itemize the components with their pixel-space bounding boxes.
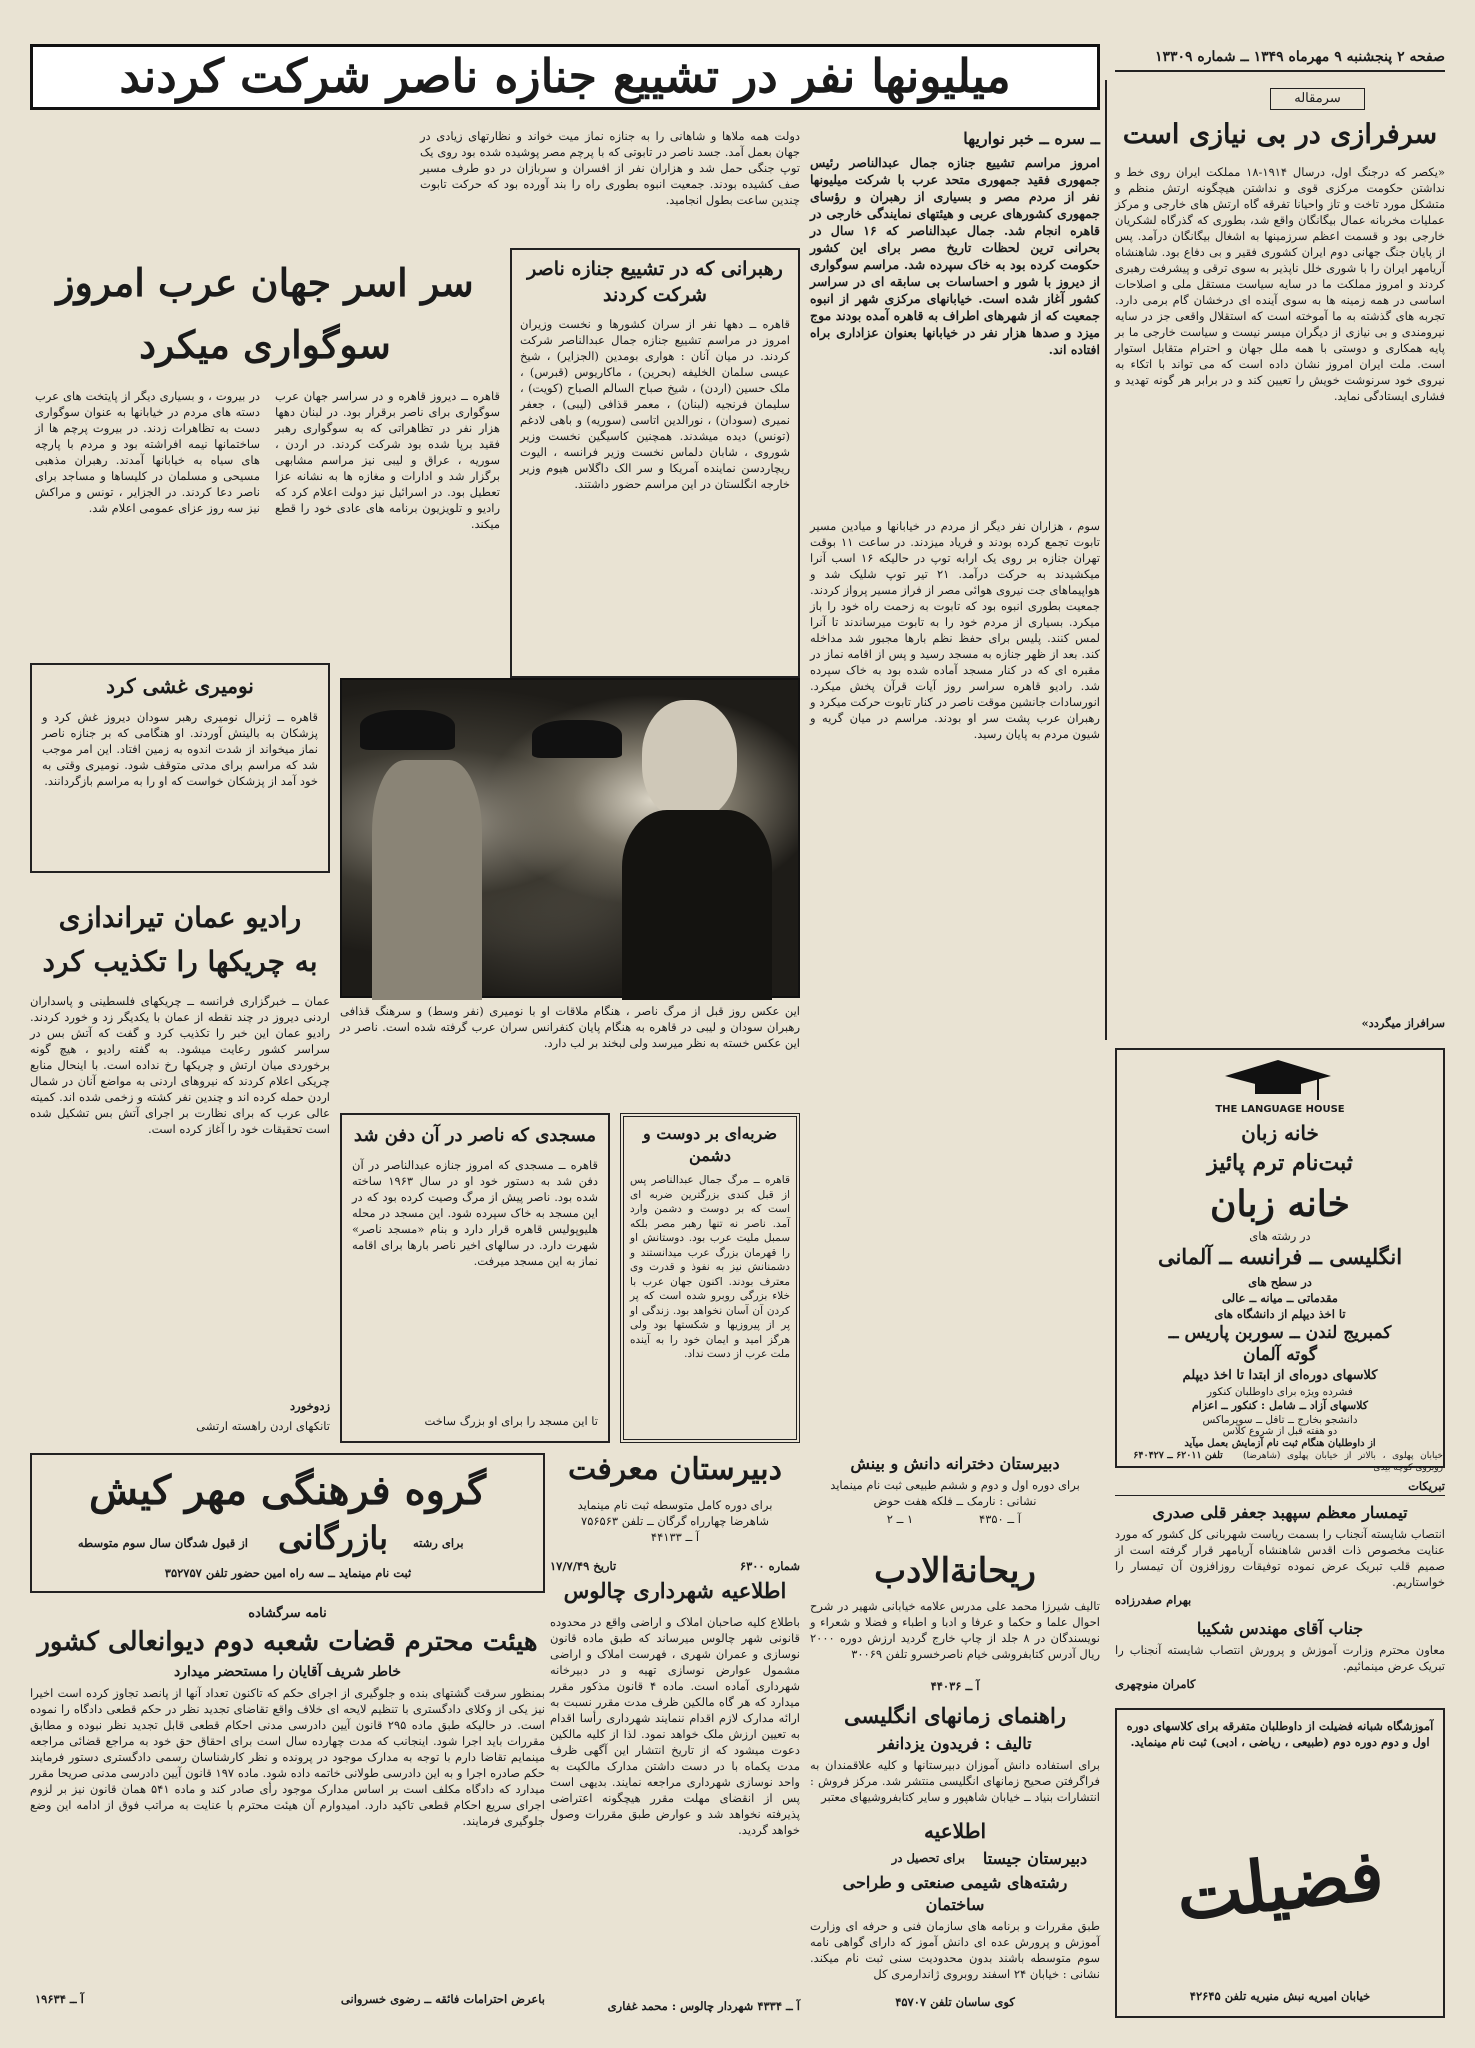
- language-house-ad: [1115, 1048, 1445, 1473]
- language-house-line15: از داوطلبان هنگام ثبت نام آزمایش بعمل میآید: [1184, 1438, 1376, 1449]
- jista-line2: رشته‌های شیمی صنعتی و طراحی: [842, 1873, 1068, 1892]
- photo-caption: این عکس روز قبل از مرگ ناصر ، هنگام ملاقات او با نومیری (نفر وسط) و سرهنگ قذافی رهبران سودان و لیبی در قاهره به هنگام پایان کنفرانس سران عرب گرفته شده است. ناصر در این عکس خسته به نظر میرسد ولی لبخند بر لب دارد.: [340, 1004, 800, 1050]
- jista-line1: برای تحصیل در: [891, 1851, 965, 1865]
- oman-title-1: رادیو عمان تیراندازی: [58, 901, 302, 934]
- language-house-logo-en: THE LANGUAGE HOUSE: [1215, 1104, 1345, 1115]
- rayhanat-body: تالیف شیرزا محمد علی مدرس علامه خیابانی شهیر در شرح احوال علما و حکما و عرفا و ادبا و اطباء و فضلا و شعراء و نویسندگان در ۸ جلد از چاپ خارج گردید ارزش دوره ۲۰۰۰ ریال آدرس کتابفروشی خیام ناصرخسرو تلفن ۳۰۰۶۹: [810, 1599, 1100, 1661]
- mosque-title: مسجدی که ناصر در آن دفن شد: [353, 1125, 597, 1146]
- fazilat-text: آموزشگاه شبانه فضیلت از داوطلبان متفرقه برای کلاسهای دوره اول و دوم دوره دوم (طبیعی ، ریاضی ، ادبی) ثبت نام مینماید.: [1126, 1719, 1434, 1749]
- officer-cap: [532, 720, 622, 758]
- language-house-phone: تلفن ۶۲۰۱۱ ــ ۶۴۰۴۲۷: [1133, 1450, 1223, 1461]
- rayhanat-footer: آ ــ ۴۴۰۳۶: [930, 1679, 980, 1693]
- marefat-line3: آ ــ ۴۴۱۳۳: [650, 1530, 700, 1544]
- language-house-line2: خانه زبان: [1210, 1183, 1350, 1225]
- english-guide-body: برای استفاده دانش آموزان دبیرستانها و کلیه علاقمندان به فراگرفتن صحیح زمانهای انگلیسی منتشر شد. مرکز فروش : انتشارات بنیاد ــ خیابان شاهپور و سایر کتابفروشیهای معتبر: [810, 1758, 1100, 1804]
- language-house-line5: در سطح های: [1248, 1275, 1312, 1289]
- editorial-end: سرافراز میگردد»: [1361, 1016, 1445, 1030]
- chalus-footer: آ ــ ۴۳۳۴ شهردار چالوس : محمد غفاری: [607, 1999, 800, 2013]
- newspaper-page: [30, 28, 1445, 2020]
- mehrkish-prefix: برای رشته: [413, 1536, 464, 1550]
- danesh-line3: آ ــ ۴۳۵۰: [979, 1512, 1021, 1526]
- chalus-notice: [550, 1558, 800, 2018]
- arab-world-col1: قاهره ــ دیروز قاهره و در سراسر جهان عرب سوگواری برای ناصر برقرار بود. در لبنان دهها هزار نفر در تظاهراتی که به سوگواری رهبر فقید برپا شده بود شرکت کردند. در اردن ، سوریه ، عراق و لیبی نیز مراسم مشابهی برگزار شد و ادارات و مغازه ها به نشانه عزا تعطیل بود. در اسرائیل نیز دولت اعلام کرد که رادیو و تلویزیون برنامه های عادی خود را قطع میکند.: [275, 389, 500, 531]
- main-headline: میلیونها نفر در تشییع جنازه ناصر شرکت کردند: [30, 44, 1100, 110]
- danesh-line4: ۱ ــ ۲: [886, 1512, 914, 1526]
- leaders-body: قاهره ــ دهها نفر از سران کشورها و نخست وزیران امروز در مراسم تشییع جنازه جمال عبدالناصر شرکت کردند. در میان آنان : هواری بومدین (الجزایر) ، شیخ عیسی سلمان الخلیفه (بحرین) ، ماکاریوس (قبرس) ، ملک حسین (اردن) ، شیخ صباح السالم الصباح (کویت) ، سلیمان فرنجیه (لبنان) ، معمر قذافی (لیبی) ، جعفر نمیری (سودان) ، نورالدین اتاسی (سوریه) و باهی لادغم (تونس) دیده میشدند. همچنین کاسیگین نخست وزیر شوروی ، شابان دلماس نخست وزیر فرانسه ، الیوت ریچاردسن نماینده آمریکا و سر الک داگلاس هیوم وزیر خارجه انگلستان در این مراسم حضور داشتند.: [520, 317, 790, 491]
- fazilat-logo: فضیلت: [1172, 1832, 1388, 1937]
- middle-column: سوم ، هزاران نفر دیگر از مردم در خیابانها و میادین مسیر تابوت تجمع کرده بودند و فریاد میزدند. در ساعت ۱۱ بوقت تهران جنازه بر روی یک ارابه توپ در حالیکه ۱۶ اسب آنرا میکشیدند به حرکت درآمد. ۲۱ تیر توپ شلیک شد و هواپیماهای جت نیروی هوائی مصر از فراز مسیر پرواز کردند. جمعیت بطوری انبوه بود که تابوت به زحمت راه خود را باز میکرد. بسیاری از مردم خود را به تابوت میرساندند تا آنرا لمس کنند. پلیس برای حفظ نظم بارها مجبور شد مداخله کند. بعد از ظهر جنازه به مسجد رسید و پس از اقامه نماز در مقبره ای که در کنار مسجد آماده شده بود به خاک سپرده شد. رادیو قاهره سراسر روز آیات قرآن پخش میکرد. انورسادات جانشین موقت ناصر در کنار تابوت حرکت میکرد و رهبران عرب پشت سر او بودند. مراسم در میان گریه و شیون مردم به پایان رسید.: [810, 519, 1100, 741]
- leaders-title: رهبرانی که در تشییع جنازه ناصر شرکت کردند: [527, 258, 783, 306]
- congrats-body: انتصاب شایسته آنجناب را بسمت ریاست شهربانی کل کشور که مورد عنایت مخصوص ذات اقدس شاهنشاه آریامهر قرار گرفته است از صمیم قلب تبریک عرض نموده توفیقات روزافزون آن تیمسار را خواستاریم.: [1115, 1527, 1445, 1589]
- blow-body: قاهره ــ مرگ جمال عبدالناصر پس از قبل کندی بزرگترین ضربه ای است که بر دوست و دشمن وارد آمد. ناصر نه تنها رهبر مصر بلکه سمبل ملیت عرب بود. دوستانش او را قهرمان بزرگ عرب میدانستند و دشمنانش نیز به نفوذ و قدرت وی معترف بودند. اکنون جهان عرب با خلاء بزرگی روبرو شده است که پر کردن آن آسان نخواهد بود. زندگی او پر از پیروزیها و شکستها بود ولی هرگز امید و ایمان خود را به آینده ملت عرب از دست نداد.: [630, 1174, 790, 1360]
- congrats-body2: معاون محترم وزارت آموزش و پرورش انتصاب شایسته آنجناب را تبریک عرض مینمائیم.: [1115, 1643, 1445, 1673]
- english-guide-title: راهنمای زمانهای انگلیسی: [844, 1703, 1066, 1728]
- nasser-photo: [340, 678, 800, 998]
- language-house-line13: دانشجو بخارج ــ تافل ــ سوپرماکس: [1202, 1414, 1358, 1426]
- rayhanat-title: ریحانة‌الادب: [874, 1551, 1036, 1591]
- congrats-signature: بهرام صفدرزاده: [1115, 1593, 1192, 1607]
- blow-box: [620, 1113, 800, 1443]
- lead-kicker: ــ سره ــ خبر نواریها: [963, 129, 1100, 148]
- mehrkish-subject: بازرگانی: [277, 1519, 389, 1557]
- mehrkish-suffix: از قبول شدگان سال سوم متوسطه: [77, 1536, 248, 1550]
- letter-kicker: نامه سرگشاده: [248, 1606, 327, 1621]
- language-house-line8: کمبریج لندن ــ سوربن پاریس ــ: [1168, 1323, 1392, 1343]
- chalus-date: تاریخ ۱۷/۷/۴۹: [550, 1559, 617, 1573]
- mehrkish-title: گروه فرهنگی مهر کیش: [89, 1467, 486, 1514]
- letter-subtitle: خاطر شریف آقایان را مستحضر میدارد: [173, 1664, 401, 1680]
- marefat-line2: شاهرضا چهارراه گرگان ــ تلفن ۷۵۶۵۶۳: [581, 1514, 769, 1528]
- jista-line3: ساختمان: [925, 1895, 985, 1914]
- column-rule: [1105, 80, 1107, 1040]
- jista-school: دبیرستان جیستا: [982, 1849, 1088, 1868]
- mosque-box: [340, 1113, 610, 1443]
- language-house-line4: انگلیسی ــ فرانسه ــ آلمانی: [1157, 1244, 1403, 1269]
- language-house-line12: کلاسهای آزاد ــ شامل : کنکور ــ اعزام: [1191, 1399, 1369, 1412]
- mosque-body: قاهره ــ مسجدی که امروز جنازه عبدالناصر در آن دفن شد به دستور خود او در سال ۱۹۶۳ ساخته شده بود. ناصر پیش از مرگ وصیت کرده بود که در این مسجد به خاک سپرده شود. این مسجد در محله هلیوپولیس قاهره قرار دارد و بنام «مسجد ناصر» شهرت دارد. در سالهای اخیر ناصر بارها برای اقامه نماز به این مسجد میرفت.: [352, 1158, 599, 1268]
- letter-footer: باعرض احترامات فائقه ــ رضوی خسروانی: [340, 1992, 545, 2006]
- marefat-ad: [550, 1453, 800, 1553]
- letter-body: بمنظور سرقت گشتهای بنده و جلوگیری از اجرای حکم که تاکنون تعداد آنها از پانصد تجاوز کرده است اخیرا نیز یکی از وکلای دادگستری با تنظیم لایحه ای خلاف واقع تقاضای تجدید نظر در حکم قطعی دادگاه را نموده است. در حالیکه طبق ماده ۲۹۵ قانون آیین دادرسی مدنی احکام قطعی قابل تجدید نظر نبوده و مطابق مقررات باید اجرا شود. اینجانب که مدت چهارده سال است برای احقاق حق خود به مراجع قضائی مراجعه مینمایم تقاضا دارم با توجه به مدارک موجود در پرونده و نظر کارشناسان رسمی دادگستری دستور فرمایند حکم صادره اجرا و به این دادرسی طولانی خاتمه داده شود. ماده ۱۹۷ قانون آیین دادرسی مدنی صریحا مقرر میدارد که دادگاه مکلف است بر اساس مدارک موجود رأی صادر کند و ماده ۵۴۱ همان قانون نیز بر لزوم اجرای سریع احکام قطعی تاکید دارد. امیدوارم آن هیئت محترم با عنایت به مراتب فوق از ادامه این وضع جلوگیری فرمایند.: [30, 1686, 546, 1828]
- open-letter: [30, 1603, 545, 2018]
- letter-footer-code: آ ــ ۱۹۶۳۴: [35, 1992, 84, 2006]
- fainting-title: نومیری غشی کرد: [106, 674, 254, 698]
- language-house-line16: خیابان پهلوی ، بالاتر از خیابان پهلوی (شاهرضا) روبروی کوچه بیدی: [1243, 1451, 1443, 1473]
- language-house-line3: در رشته های: [1249, 1229, 1311, 1243]
- danesh-line1: برای دوره اول و دوم و ششم طبیعی ثبت نام مینماید: [830, 1478, 1080, 1492]
- blow-title: ضربه‌ای بر دوست و دشمن: [642, 1124, 778, 1165]
- graduation-cap-icon: [1223, 1056, 1333, 1106]
- congrats-title: تیمسار معظم سپهبد جعفر قلی صدری: [1152, 1503, 1408, 1522]
- danesh-title: دبیرستان دخترانه دانش و بینش: [850, 1454, 1060, 1473]
- oman-credit: زدوخورد: [290, 1399, 330, 1413]
- fazilat-ad: [1115, 1708, 1445, 2018]
- lead-story: [810, 128, 1100, 508]
- rayhanat-ad: [810, 1548, 1100, 1698]
- oman-footer: تانکهای اردن راهسته ارتشی: [196, 1419, 330, 1433]
- language-house-line14: دو هفته قبل از شروع کلاس: [1222, 1426, 1338, 1437]
- editorial-title: سرفرازی در بی نیازی است: [1122, 119, 1438, 150]
- language-house-line7: تا اخذ دیپلم از دانشگاه های: [1214, 1307, 1346, 1321]
- jista-footer: کوی ساسان تلفن ۴۵۷۰۷: [895, 1995, 1015, 2009]
- fainting-body: قاهره ــ ژنرال نومیری رهبر سودان دیروز غش کرد و پزشکان به بالینش آوردند. او هنگامی که بر جنازه ناصر نماز میخواند از شدت اندوه به زمین افتاد. این امر موجب شد که مراسم برای مدتی متوقف شود. نومیری وقتی به خود آمد از پزشکان خواست که او را به مراسم بازگردانند.: [42, 710, 318, 788]
- language-house-line6: مقدماتی ــ میانه ــ عالی: [1222, 1291, 1338, 1305]
- mehrkish-footer: ثبت نام مینماید ــ سه راه امین حضور تلفن ۳۵۲۷۵۷: [164, 1566, 412, 1580]
- english-guide-author: تالیف : فریدون یزدانفر: [878, 1734, 1032, 1753]
- chalus-body: باطلاع کلیه صاحبان املاک و اراضی واقع در محدوده قانونی شهر چالوس میرساند که طبق ماده قانون نوسازی و عمران شهری ، فهرست املاک و اراضی مشمول عوارض نوسازی تهیه و در دبیرخانه شهرداری آماده است. ماده ۴ قانون مذکور مقرر میدارد که هر گاه مالکین ظرف مدت مقرر نسبت به ارائه مدارک لازم اقدام ننمایند شهرداری رأسا اقدام به تعیین ارزش ملک خواهد نمود. لذا از کلیه مالکین دعوت میشود که از تاریخ انتشار این آگهی ظرف مدت یکماه با در دست داشتن مدارک مالکیت به واحد نوسازی شهرداری مراجعه نمایند. بدیهی است پس از انقضای مهلت مقرر هیچگونه اعتراضی پذیرفته نخواهد شد و عوارض طبق مقررات وصول خواهد گردید.: [550, 1615, 800, 1837]
- fainting-box: [30, 663, 330, 873]
- oman-story: [30, 883, 330, 1443]
- side-story: دولت همه ملاها و شاهانی را به جنازه نماز میت خواند و نظارتهای زیادی در جهان بعمل آمد. جسد ناصر در تابوتی که با پرچم مصر پوشیده شده بود روی یک توپ جنگی حمل شد و هزاران نفر از افسران و سربازان در دو طرف مسیر صف کشیده بودند. جمعیت انبوه بطوری راه را بند آورده بود که حرکت تابوت چندین ساعت بطول انجامید.: [420, 129, 800, 207]
- marefat-title: دبیرستان معرفت: [567, 1452, 782, 1487]
- page-info: صفحه ۲ پنجشنبه ۹ مهرماه ۱۳۴۹ ــ شماره ۱۳۳۰۹: [1115, 46, 1445, 72]
- uniform: [372, 760, 482, 1000]
- nasser-face: [642, 700, 737, 820]
- congrats-kicker: تبریکات: [1115, 1478, 1445, 1496]
- arab-world-title-1: سر اسر جهان عرب امروز: [56, 260, 474, 305]
- congrats-signature2: کامران منوچهری: [1115, 1677, 1196, 1691]
- arab-world-story: [30, 248, 500, 668]
- chalus-title: اطلاعیه شهرداری چالوس: [563, 1578, 787, 1603]
- oman-body: عمان ــ خبرگزاری فرانسه ــ چریکهای فلسطینی و پاسداران اردنی دیروز در چند نقطه از عمان با یکدیگر زد و خورد کردند. رادیو عمان این خبر را تکذیب کرد و گفت که آتش بس در سراسر کشور رعایت میشود. به گفته رادیو ، هیچ گونه برخوردی میان ارتش و چریکها رخ نداده است. با اینحال منابع چریکی اعلام کردند که نیروهای اردنی به مواضع آنان در شمال اردن حمله کرده اند و چندین نفر کشته و زخمی شده اند. کمیته عالی عرب که برای نظارت بر اجرای آتش بس تشکیل شده است تحقیقات خود را آغاز کرده است.: [30, 994, 330, 1136]
- mehrkish-ad: [30, 1453, 545, 1593]
- officer-cap: [360, 710, 455, 750]
- chalus-number: شماره ۶۳۰۰: [739, 1559, 800, 1573]
- editorial: [1115, 80, 1445, 1040]
- lead-body: امروز مراسم تشییع جنازه جمال عبدالناصر رئیس جمهوری فقید جمهوری متحد عرب با شرکت میلیونها نفر از مردم مصر و بسیاری از رهبران و رؤسای جمهوری کشورهای عربی و هیئتهای نمایندگی خارجی در قاهره انجام شد. جمال عبدالناصر که ۱۶ سال در بحرانی ترین لحظات تاریخ مصر برای این کشور حکومت کرده بود به خاک سپرده شد. مراسم سوگواری از دیروز با شور و احساسات بی سابقه ای در سراسر کشور آغاز شده است. خیابانهای مرکزی شهر از انبوه جمعیت که از شهرهای اطراف به قاهره آمده بودند موج میزد و صدها هزار نفر در خیابانها بعنوان عزاداری براه افتاده اند.: [810, 155, 1100, 357]
- language-house-line9: گوته آلمان: [1242, 1345, 1318, 1365]
- english-guide-ad: [810, 1703, 1100, 1813]
- language-house-logo-fa: خانه زبان: [1241, 1121, 1319, 1145]
- oman-title-2: به چریکها را تکذیب کرد: [42, 945, 318, 978]
- language-house-line11: فشرده ویژه برای داوطلبان کنکور: [1207, 1386, 1353, 1398]
- fazilat-address: خیابان امیریه نبش منیریه تلفن ۴۲۶۴۵: [1189, 1989, 1371, 2003]
- jista-body: طبق مقررات و برنامه های سازمان فنی و حرفه ای وزارت آموزش و پرورش عده ای دانش آموز که دارای گواهی نامه سوم متوسطه باشند بدون محدودیت سنی ثبت نام میکند. نشانی : خیابان ۲۴ اسفند روبروی ژاندارمری کل: [810, 1919, 1100, 1981]
- arab-world-title-2: سوگواری میکرد: [139, 322, 391, 367]
- editorial-kicker: سرمقاله: [1270, 88, 1365, 110]
- mosque-footer: تا این مسجد را برای او بزرگ ساخت: [424, 1414, 598, 1428]
- marefat-line1: برای دوره کامل متوسطه ثبت نام مینماید: [577, 1498, 773, 1512]
- leaders-box: [510, 248, 800, 678]
- jista-notice: [810, 1818, 1100, 2018]
- danesh-line2: نشانی : نارمک ــ فلکه هفت حوض: [873, 1494, 1037, 1508]
- jista-title: اطلاعیه: [923, 1819, 987, 1843]
- danesh-ad: [810, 1453, 1100, 1543]
- letter-title: هیئت محترم قضات شعبه دوم دیوانعالی کشور: [37, 1627, 538, 1657]
- language-house-line1: ثبت‌نام ترم پائیز: [1207, 1150, 1353, 1176]
- suit: [622, 810, 772, 1000]
- congrats-title2: جناب آقای مهندس شکیبا: [1196, 1619, 1364, 1638]
- language-house-line10: کلاسهای دوره‌ای از ابتدا تا اخذ دیپلم: [1182, 1368, 1378, 1383]
- editorial-body: «یکصر که درجنگ اول، درسال ۱۹۱۴-۱۸ مملکت ایران روی خط و نداشتن حکومت مرکزی قوی و نداشتن هیچگونه ارتش منظم و متشکل مورد تاخت و تاز واحیانا تفرقه گاه ارتش های خارجی و مرکز عملیات مخربانه عمال بیگانگان واقع شد، بطوری که گذرگاه لشکریان خارجی بود و قسمت اعظم سرزمینها به اشغال بیگانگان درآمد. پس از پایان جنگ جهانی دوم ایران کشوری فقیر و بی دفاع بود. شاهنشاه آریامهر ایران را با شوری خلل ناپذیر به سوی ترقی و پیشرفت رهبری کردند و امروز مملکت ما در سایه سیاست مستقل ملی و اصلاحات اساسی در همه زمینه ها به سوی آینده ای درخشان گام برمی دارد. تجربه های گذشته به ما آموخته است که استقلال واقعی جز در سایه نیرومندی و بی نیازی از دیگران میسر نیست و سیاست خارجی ما بر پایه همکاری و دوستی با همه ملل جهان و احترام متقابل استوار است. ملت ایران امروز نشان داده است که می تواند با اتکاء به نیروی خود سرنوشت خویش را تعیین کند و در برابر هر گونه تهدید و فشاری ایستادگی نماید.: [1115, 165, 1445, 403]
- arab-world-col2: در بیروت ، و بسیاری دیگر از پایتخت های عرب دسته های مردم در خیابانها به عنوان سوگواری دست به تظاهرات زدند. در بیروت پرچم ها از ساختمانها نیمه افراشته بود و مردم با پارچه های سیاه به خیابانها آمدند. رهبران مذهبی مسیحی و مسلمان در کلیساها و مساجد برای ناصر دعا کردند. در الجزایر ، تونس و مراکش نیز سه روز عزای عمومی اعلام شد.: [35, 389, 260, 515]
